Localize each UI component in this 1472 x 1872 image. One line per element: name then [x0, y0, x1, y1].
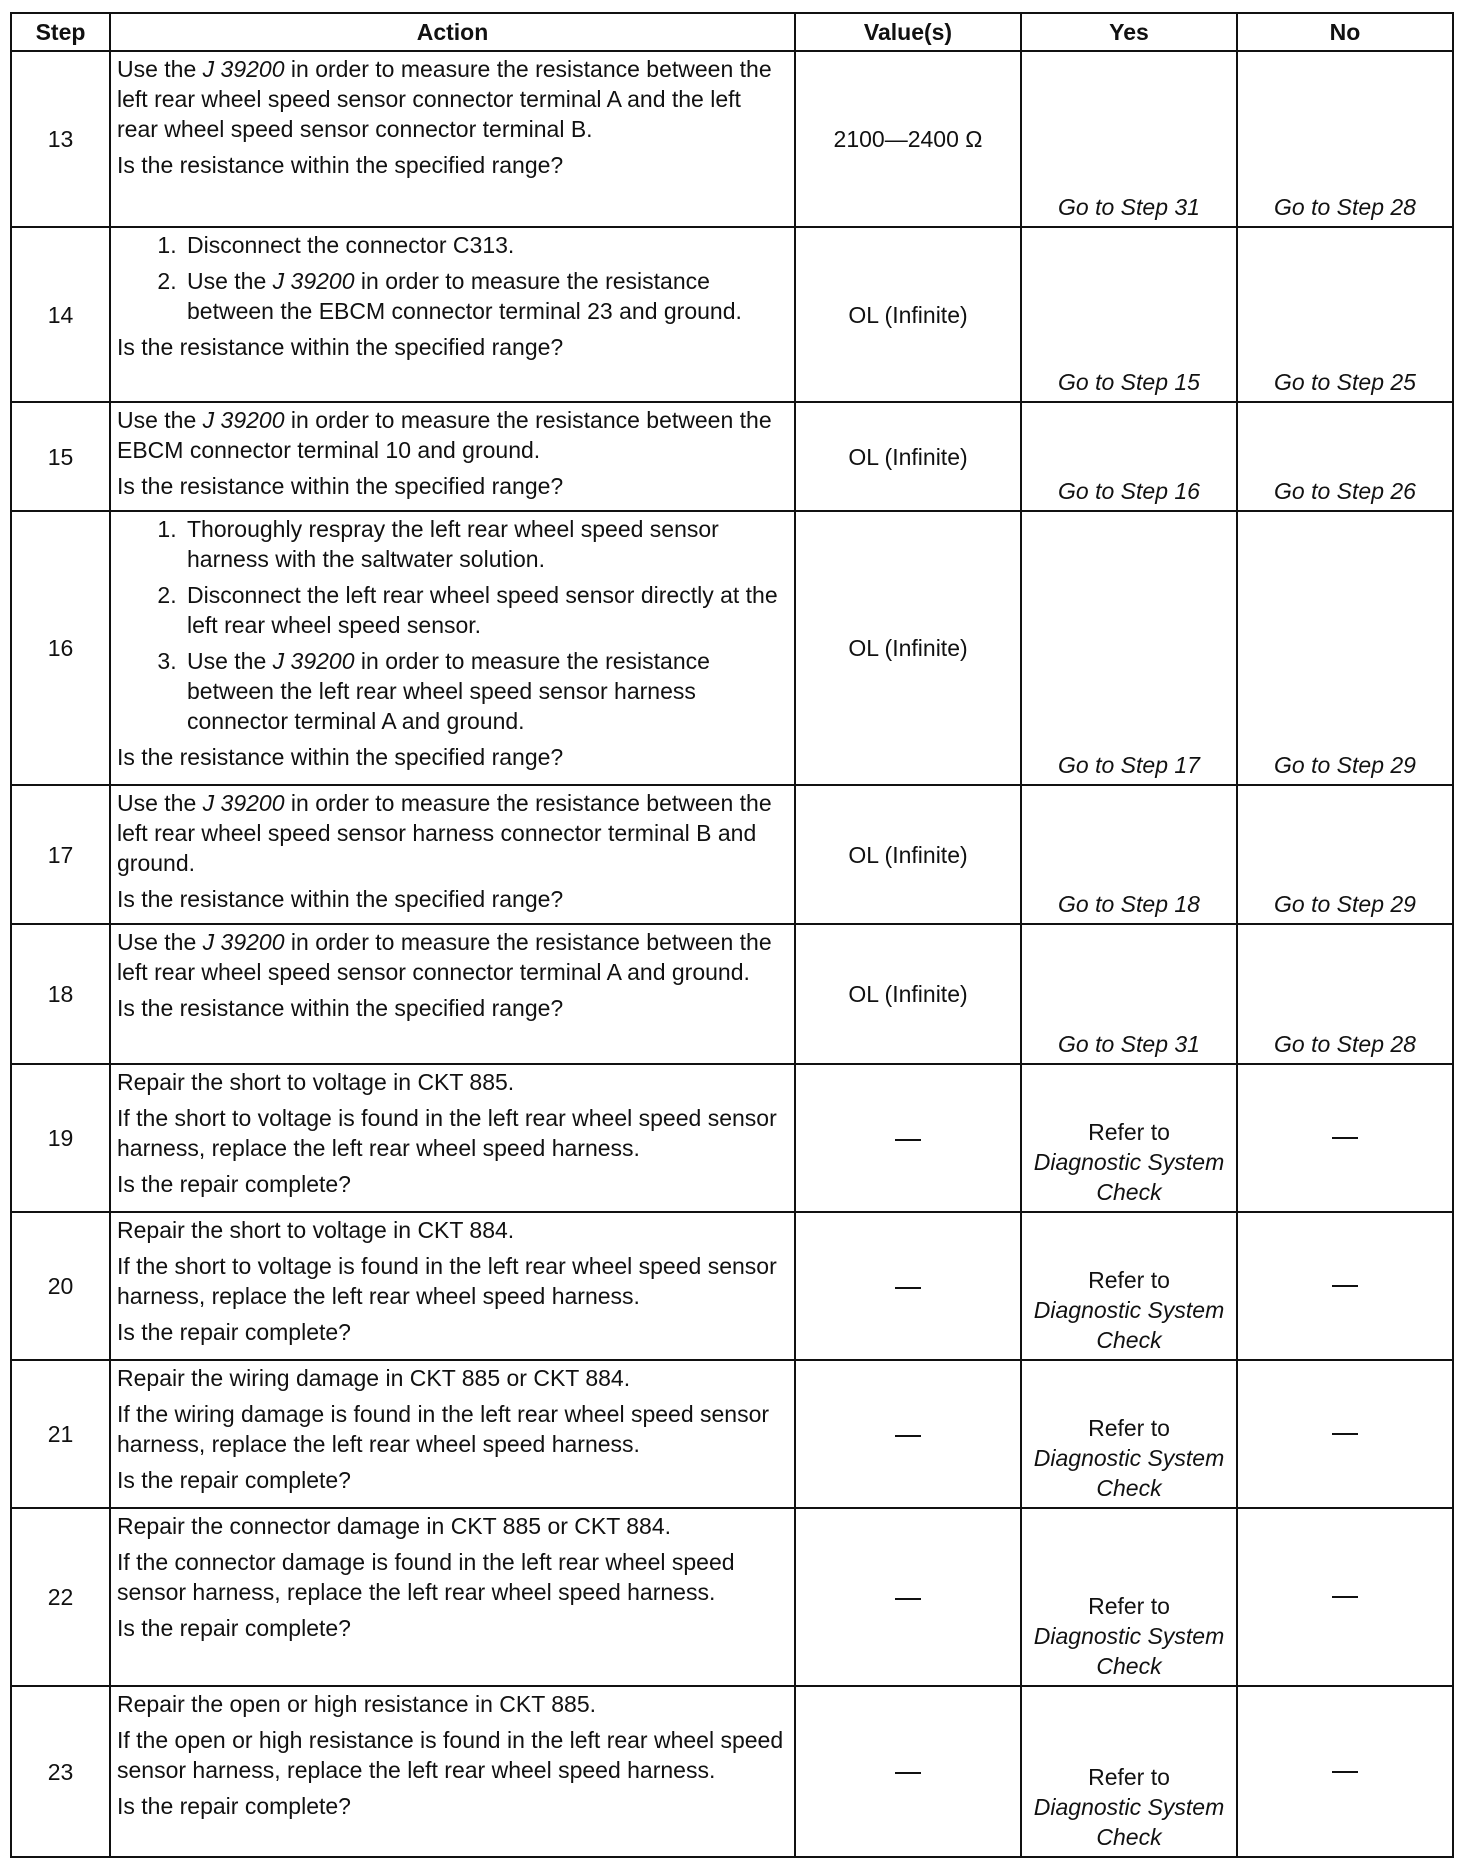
action-question: Is the resistance within the specified range?: [117, 744, 564, 770]
value-cell: [795, 1360, 1021, 1508]
action-text: Repair the open or high resistance in CKT 885.: [117, 1691, 597, 1717]
action-text: Use the J 39200 in order to measure the resistance between the left rear wheel speed sensor harness connector terminal B and ground.: [117, 790, 772, 876]
yes-cell: Go to Step 31: [1021, 51, 1237, 227]
action-text: Repair the short to voltage in CKT 885.: [117, 1069, 515, 1095]
tool-reference: J 39200: [272, 268, 355, 294]
action-cell: [110, 511, 795, 785]
action-question: Is the resistance within the specified range?: [117, 152, 564, 178]
tool-reference: J 39200: [202, 790, 285, 816]
action-text: Use the J 39200 in order to measure the resistance between the EBCM connector terminal 10 and ground.: [117, 407, 772, 463]
action-cell: [110, 51, 795, 227]
step-number: 19: [11, 1064, 110, 1212]
dash-mark: [895, 1435, 921, 1437]
action-question: Is the resistance within the specified range?: [117, 334, 564, 360]
dash-mark: [895, 1287, 921, 1289]
no-cell: Go to Step 28: [1237, 924, 1453, 1064]
action-cell: [110, 785, 795, 924]
dash-mark: [1332, 1596, 1358, 1598]
yes-cell: [1021, 1360, 1237, 1508]
yes-cell: [1021, 1064, 1237, 1212]
refer-lead: Refer to: [1088, 1415, 1170, 1441]
action-text: Use the J 39200 in order to measure the resistance between the left rear wheel speed sensor connector terminal A and the left rear wheel speed sensor connector terminal B.: [117, 56, 772, 142]
dash-mark: [1332, 1771, 1358, 1773]
action-cell: [110, 1360, 795, 1508]
tool-reference: J 39200: [202, 929, 285, 955]
action-question: Is the repair complete?: [117, 1467, 351, 1493]
action-step-item: 1. Disconnect the connector C313.: [183, 230, 788, 260]
action-text: Use the J 39200 in order to measure the resistance between the left rear wheel speed sensor connector terminal A and ground.: [117, 929, 772, 985]
action-step-item: 1. Thoroughly respray the left rear wheel speed sensor harness with the saltwater solution.: [183, 514, 788, 574]
refer-lead: Refer to: [1088, 1119, 1170, 1145]
action-steps: [117, 230, 788, 326]
table-row: [11, 511, 1453, 785]
header-values: Value(s): [795, 13, 1021, 51]
header-row: [11, 13, 1453, 51]
yes-cell: Go to Step 17: [1021, 511, 1237, 785]
step-number: 22: [11, 1508, 110, 1686]
action-cell: [110, 1686, 795, 1857]
table-row: [11, 227, 1453, 402]
table-row: [11, 924, 1453, 1064]
action-text: If the wiring damage is found in the left rear wheel speed sensor harness, replace the left rear wheel speed harness.: [117, 1401, 770, 1457]
action-cell: [110, 924, 795, 1064]
value-cell: [795, 1686, 1021, 1857]
no-cell: [1237, 1212, 1453, 1360]
step-number: 17: [11, 785, 110, 924]
step-number: 14: [11, 227, 110, 402]
tool-reference: J 39200: [202, 56, 285, 82]
yes-cell: [1021, 1686, 1237, 1857]
action-steps: [117, 514, 788, 736]
refer-lead: Refer to: [1088, 1593, 1170, 1619]
step-number: 18: [11, 924, 110, 1064]
value-cell: 2100—2400 Ω: [795, 51, 1021, 227]
refer-title: Diagnostic System Check: [1033, 1623, 1225, 1679]
action-step-item: 3. Use the J 39200 in order to measure the resistance between the left rear wheel speed sensor harness connector terminal A and ground.: [183, 646, 788, 736]
value-cell: OL (Infinite): [795, 511, 1021, 785]
no-cell: Go to Step 26: [1237, 402, 1453, 511]
yes-cell: Go to Step 18: [1021, 785, 1237, 924]
action-text: If the connector damage is found in the left rear wheel speed sensor harness, replace the left rear wheel speed harness.: [117, 1549, 735, 1605]
action-question: Is the resistance within the specified range?: [117, 886, 564, 912]
table-row: [11, 1360, 1453, 1508]
yes-cell: [1021, 1212, 1237, 1360]
tool-reference: J 39200: [202, 407, 285, 433]
action-text: If the short to voltage is found in the left rear wheel speed sensor harness, replace the left rear wheel speed harness.: [117, 1105, 777, 1161]
value-cell: [795, 1064, 1021, 1212]
table-row: [11, 1508, 1453, 1686]
step-number: 16: [11, 511, 110, 785]
action-cell: [110, 402, 795, 511]
action-question: Is the resistance within the specified range?: [117, 473, 564, 499]
no-cell: [1237, 1064, 1453, 1212]
value-cell: OL (Infinite): [795, 785, 1021, 924]
step-number: 21: [11, 1360, 110, 1508]
refer-title: Diagnostic System Check: [1033, 1794, 1225, 1850]
diagnostic-table: [10, 12, 1454, 1858]
action-cell: [110, 1064, 795, 1212]
value-cell: OL (Infinite): [795, 227, 1021, 402]
refer-title: Diagnostic System Check: [1033, 1149, 1225, 1205]
action-text: If the open or high resistance is found in the left rear wheel speed sensor harness, replace the left rear wheel speed harness.: [117, 1727, 784, 1783]
table-row: [11, 1686, 1453, 1857]
action-step-item: 2. Use the J 39200 in order to measure the resistance between the EBCM connector terminal 23 and ground.: [183, 266, 788, 326]
refer-lead: Refer to: [1088, 1267, 1170, 1293]
value-cell: OL (Infinite): [795, 924, 1021, 1064]
step-number: 20: [11, 1212, 110, 1360]
refer-title: Diagnostic System Check: [1033, 1445, 1225, 1501]
action-text: Repair the short to voltage in CKT 884.: [117, 1217, 515, 1243]
value-cell: OL (Infinite): [795, 402, 1021, 511]
header-yes: Yes: [1021, 13, 1237, 51]
action-question: Is the repair complete?: [117, 1615, 351, 1641]
table-row: [11, 402, 1453, 511]
header-action: Action: [110, 13, 795, 51]
action-step-item: 2. Disconnect the left rear wheel speed sensor directly at the left rear wheel speed sensor.: [183, 580, 788, 640]
yes-cell: Go to Step 15: [1021, 227, 1237, 402]
dash-mark: [895, 1139, 921, 1141]
no-cell: Go to Step 25: [1237, 227, 1453, 402]
step-number: 15: [11, 402, 110, 511]
action-question: Is the repair complete?: [117, 1171, 351, 1197]
yes-cell: Go to Step 31: [1021, 924, 1237, 1064]
value-cell: [795, 1508, 1021, 1686]
action-cell: [110, 1508, 795, 1686]
action-question: Is the repair complete?: [117, 1319, 351, 1345]
yes-cell: [1021, 1508, 1237, 1686]
no-cell: Go to Step 28: [1237, 51, 1453, 227]
no-cell: Go to Step 29: [1237, 785, 1453, 924]
tool-reference: J 39200: [272, 648, 355, 674]
action-text: Repair the wiring damage in CKT 885 or CKT 884.: [117, 1365, 631, 1391]
no-cell: [1237, 1508, 1453, 1686]
step-number: 13: [11, 51, 110, 227]
no-cell: Go to Step 29: [1237, 511, 1453, 785]
dash-mark: [895, 1772, 921, 1774]
action-cell: [110, 227, 795, 402]
yes-cell: Go to Step 16: [1021, 402, 1237, 511]
dash-mark: [1332, 1433, 1358, 1435]
action-cell: [110, 1212, 795, 1360]
table-row: [11, 1064, 1453, 1212]
refer-title: Diagnostic System Check: [1033, 1297, 1225, 1353]
action-text: Repair the connector damage in CKT 885 or CKT 884.: [117, 1513, 672, 1539]
no-cell: [1237, 1686, 1453, 1857]
header-no: No: [1237, 13, 1453, 51]
table-row: [11, 785, 1453, 924]
dash-mark: [895, 1598, 921, 1600]
no-cell: [1237, 1360, 1453, 1508]
dash-mark: [1332, 1285, 1358, 1287]
table-row: [11, 51, 1453, 227]
value-cell: [795, 1212, 1021, 1360]
table-row: [11, 1212, 1453, 1360]
header-step: Step: [11, 13, 110, 51]
action-question: Is the resistance within the specified range?: [117, 995, 564, 1021]
dash-mark: [1332, 1137, 1358, 1139]
step-number: 23: [11, 1686, 110, 1857]
action-question: Is the repair complete?: [117, 1793, 351, 1819]
action-text: If the short to voltage is found in the left rear wheel speed sensor harness, replace the left rear wheel speed harness.: [117, 1253, 777, 1309]
refer-lead: Refer to: [1088, 1764, 1170, 1790]
